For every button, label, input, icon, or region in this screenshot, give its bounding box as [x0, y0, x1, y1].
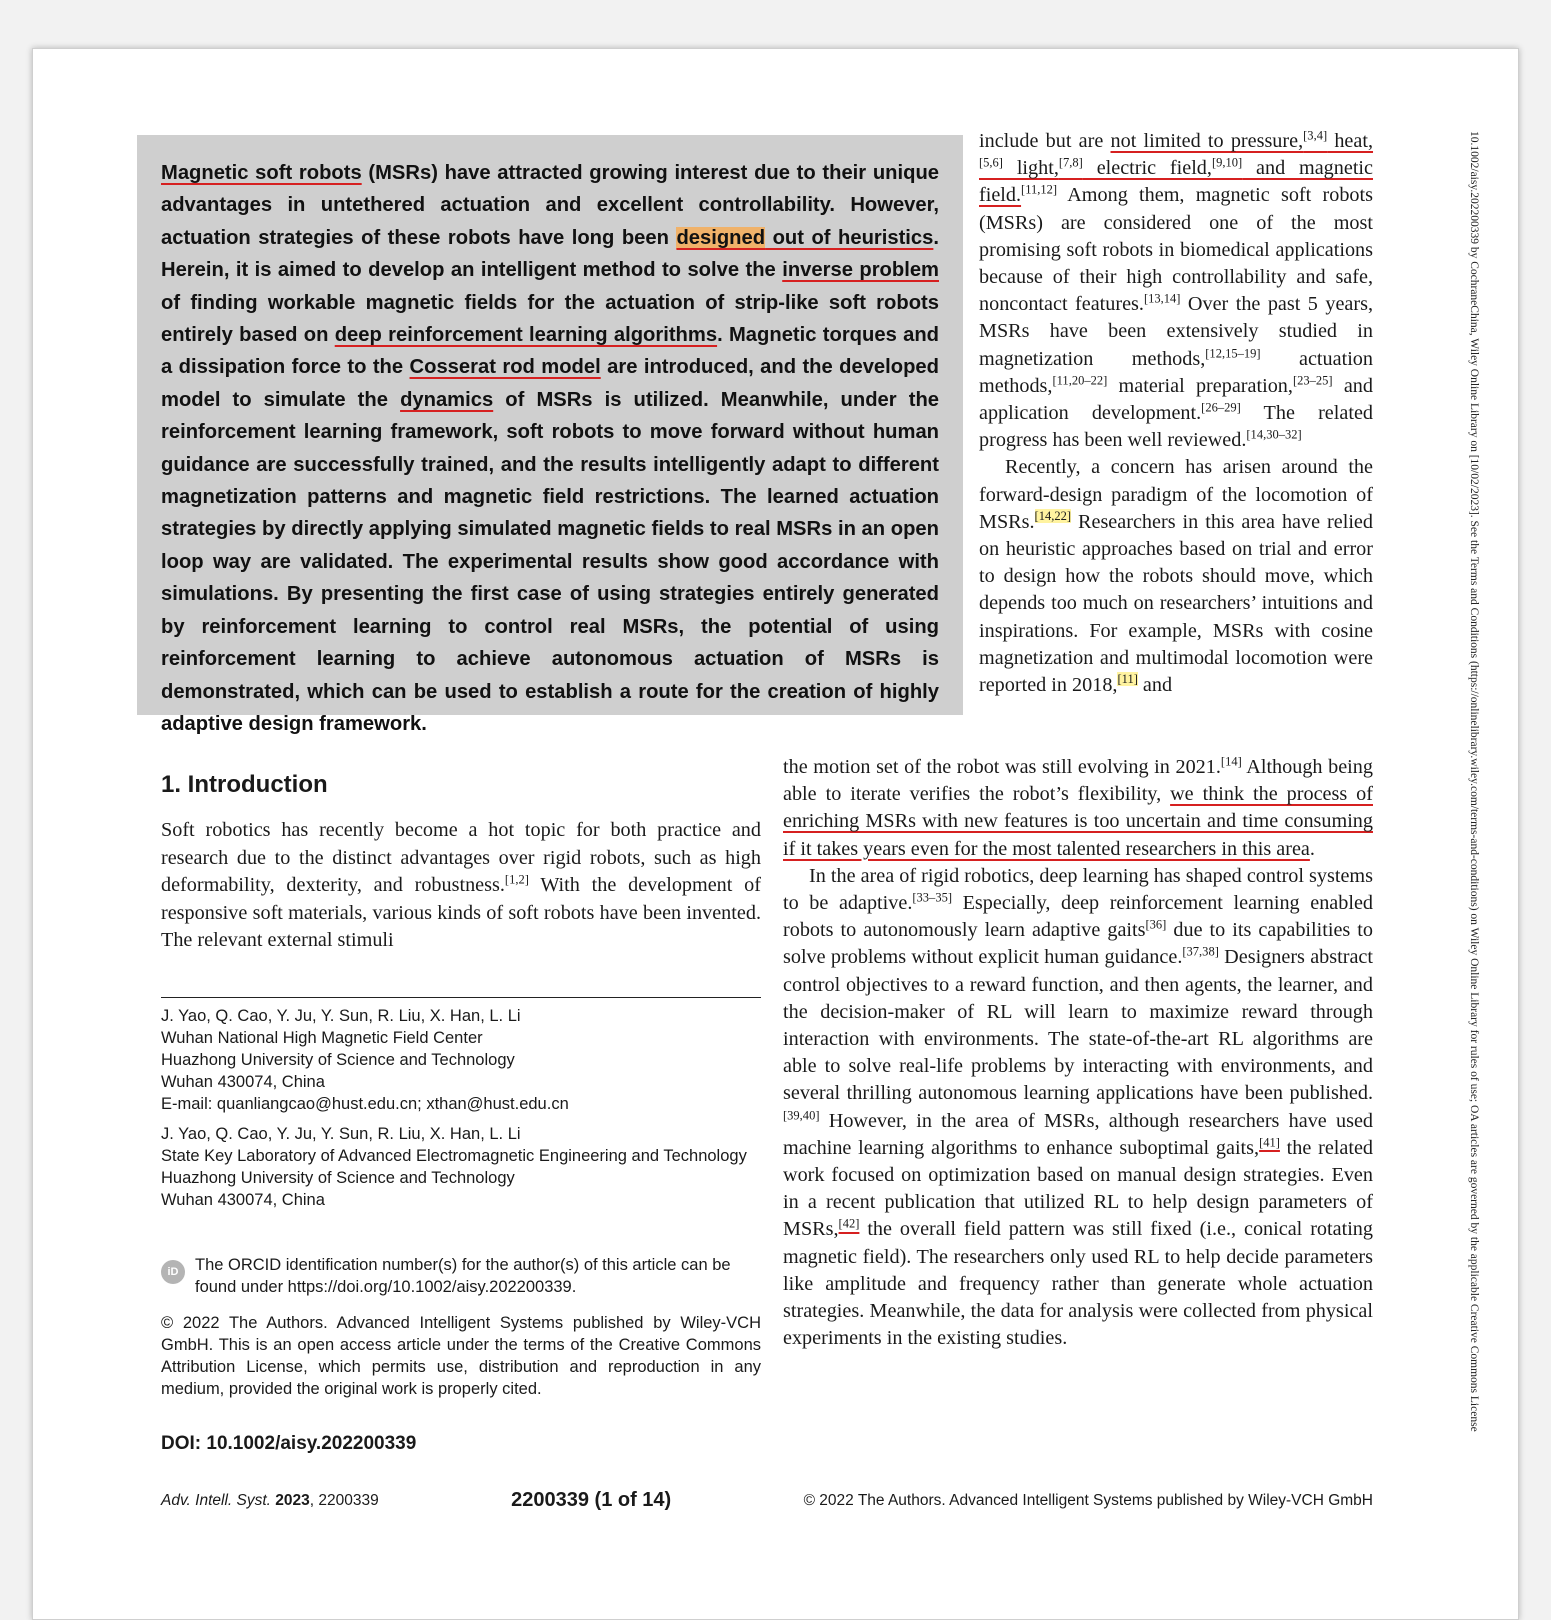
- body-text: In the area of rigid robotics, deep learning has shaped control systems to be adaptive.: [783, 864, 1373, 915]
- body-text: Soft robotics has recently become a hot topic for both practice and research due to the distinct advantages over rigid robots, such as high deformability, dexterity, and robustness.: [161, 819, 761, 897]
- body-text: .: [1309, 837, 1315, 860]
- citation[interactable]: [14,30–32]: [1246, 427, 1302, 442]
- citation[interactable]: [1,2]: [504, 872, 529, 887]
- citation[interactable]: [11,20–22]: [1052, 373, 1108, 388]
- body-text: Especially, deep reinforcement learning enabled robots to autonomously learn adaptive gaits: [783, 892, 1374, 942]
- body-text: With the development of responsive soft materials, various kinds of soft robots have been invented. The relevant external stimuli: [161, 874, 761, 952]
- body-text: Recently, a concern has arisen around the forward-design paradigm of the locomotion of MSRs.: [979, 456, 1373, 533]
- body-text: electric field,: [1082, 157, 1212, 180]
- paragraph: [979, 454, 1373, 699]
- annotation-underline[interactable]: dynamics: [400, 388, 494, 411]
- right-column-top: [979, 128, 1373, 699]
- affiliation-line: J. Yao, Q. Cao, Y. Ju, Y. Sun, R. Liu, X. Han, L. Li: [161, 1007, 521, 1025]
- footer-copyright: © 2022 The Authors. Advanced Intelligent Systems published by Wiley-VCH GmbH: [803, 1491, 1373, 1509]
- citation[interactable]: [26–29]: [1201, 400, 1241, 415]
- abstract-box: [137, 135, 963, 735]
- license-note: © 2022 The Authors. Advanced Intelligent Systems published by Wiley-VCH GmbH. This is an open access article under the terms of the Creative Commons Attribution License, which permits use, distribution and reproduction in any medium, provided the original work is properly cited.: [161, 1314, 761, 1398]
- orcid-icon: iD: [161, 1260, 185, 1284]
- body-text: light,: [1002, 157, 1059, 180]
- body-text: actuation methods,: [979, 347, 1373, 397]
- citation[interactable]: [5,6]: [979, 155, 1003, 170]
- orcid-text[interactable]: The ORCID identification number(s) for the author(s) of this article can be found under https://doi.org/10.1002/aisy.202200339.: [195, 1256, 731, 1296]
- citation-underlined[interactable]: [41]: [1259, 1135, 1280, 1150]
- email-line[interactable]: E-mail: quanliangcao@hust.edu.cn; xthan@hust.edu.cn: [161, 1095, 569, 1113]
- section-heading: 1. Introduction: [161, 771, 328, 798]
- journal-name: Adv. Intell. Syst.: [161, 1491, 271, 1509]
- body-text: heat,: [1327, 130, 1374, 152]
- right-column-bottom: [783, 754, 1373, 1352]
- affiliation-line: J. Yao, Q. Cao, Y. Ju, Y. Sun, R. Liu, X. Han, L. Li: [161, 1125, 521, 1143]
- body-text: Over the past 5 years, MSRs have been extensively studied in magnetization methods,: [979, 293, 1373, 370]
- annotation-underline[interactable]: out of heuristics: [765, 226, 934, 249]
- citation[interactable]: [36]: [1145, 917, 1167, 932]
- journal-citation: [161, 1492, 379, 1510]
- doi[interactable]: DOI: 10.1002/aisy.202200339: [161, 1433, 417, 1454]
- citation[interactable]: [23–25]: [1292, 373, 1333, 388]
- citation[interactable]: [3,4]: [1303, 128, 1328, 143]
- citation-highlighted[interactable]: [14,22]: [1034, 509, 1072, 524]
- affiliation-line: Wuhan National High Magnetic Field Center: [161, 1029, 483, 1047]
- citation[interactable]: [33–35]: [912, 890, 952, 905]
- annotation-underline[interactable]: inverse problem: [782, 259, 939, 282]
- annotation-underline[interactable]: deep reinforcement learning algorithms: [334, 324, 718, 347]
- abstract-text: . Herein, it is aimed to develop an intelligent method to solve the: [161, 226, 939, 282]
- page-number: 2200339 (1 of 14): [511, 1489, 672, 1511]
- annotation-underline[interactable]: we think the process of enriching MSRs with new features is too uncertain and time consuming if it takes years even for the most talented researchers in this area: [783, 783, 1373, 860]
- citation[interactable]: [39,40]: [783, 1107, 820, 1122]
- citation[interactable]: [7,8]: [1058, 155, 1083, 170]
- annotation-underline[interactable]: Cosserat rod model: [409, 356, 601, 379]
- paragraph: [979, 128, 1373, 454]
- body-text: Among them, magnetic soft robots (MSRs) are considered one of the most promising soft robots in biomedical applications because of their high controllability and safe, noncontact features.: [979, 184, 1373, 316]
- paragraph: [783, 863, 1373, 1353]
- article-number: , 2200339: [309, 1491, 379, 1509]
- body-text: material preparation,: [1107, 374, 1293, 397]
- journal-year: 2023: [275, 1491, 310, 1509]
- abstract-text: (MSRs) have attracted growing interest due to their unique advantages in untethered actuation and excellent controllability. However, actuation strategies of these robots have long been: [161, 162, 939, 249]
- abstract-text: of finding workable magnetic fields for the actuation of strip-like soft robots entirely based on: [161, 291, 939, 347]
- paragraph: [783, 754, 1373, 863]
- body-text: The related progress has been well reviewed.: [979, 402, 1373, 452]
- citation[interactable]: [13,14]: [1143, 291, 1181, 306]
- affiliation-block-2: [161, 1123, 761, 1211]
- page-footer: [161, 1489, 1373, 1512]
- affiliation-line: State Key Laboratory of Advanced Electromagnetic Engineering and Technology: [161, 1147, 747, 1165]
- body-text: Designers abstract control objectives to a reward function, and then agents, the learner, and the decision-maker of RL will learn to maximize reward through interaction with environments. The state-of-the-art RL algorithms are able to solve real-life problems by interacting with environments, and several thrilling autonomous learning applications have been published.: [783, 946, 1373, 1105]
- body-text: Researchers in this area have relied on heuristic approaches based on trial and error to design how the robots should move, which depends too much on researchers’ intuitions and inspirations. For example, MSRs with cosine magnetization and multimodal locomotion were reported in 2018,: [979, 510, 1373, 697]
- affiliation-line: Wuhan 430074, China: [161, 1191, 325, 1209]
- article-page: [32, 48, 1519, 1620]
- body-text: include but are: [979, 130, 1111, 152]
- intro-paragraph: [161, 817, 761, 955]
- citation-underlined[interactable]: [42]: [838, 1216, 860, 1231]
- affiliation-line: Huazhong University of Science and Technology: [161, 1169, 515, 1187]
- body-text: the overall field pattern was still fixed (i.e., conical rotating magnetic field). The researchers only used RL to help decide parameters like amplitude and frequency rather than generate whole actuation strategies. Meanwhile, the data for analysis were collected from physical experiments in the existing studies.: [783, 1218, 1373, 1350]
- body-text: the related work focused on optimization based on manual design strategies. Even in a recent publication that utilized RL to help design parameters of MSRs,: [783, 1136, 1374, 1241]
- body-text: However, in the area of MSRs, although researchers have used machine learning algorithms to enhance suboptimal gaits,: [783, 1109, 1373, 1159]
- abstract-text: are introduced, and the developed model to simulate the: [161, 356, 939, 411]
- citation[interactable]: [11,12]: [1021, 182, 1058, 197]
- affiliation-line: Wuhan 430074, China: [161, 1073, 325, 1091]
- orcid-note: [161, 1254, 761, 1298]
- body-text: and magnetic field.: [979, 157, 1373, 207]
- annotation-highlight[interactable]: designed: [676, 226, 766, 249]
- affiliation-block-1: [161, 1005, 761, 1115]
- citation[interactable]: [14]: [1220, 754, 1242, 769]
- body-text: and application development.: [979, 374, 1373, 425]
- annotation-underline[interactable]: Magnetic soft robots: [161, 162, 362, 184]
- abstract-text: of MSRs is utilized. Meanwhile, under the reinforcement learning framework, soft robots to move forward without human guidance are successfully trained, and the results intelligently adapt to different magnetization patterns and magnetic field restrictions. The learned actuation strategies by directly applying simulated magnetic fields to real MSRs in an open loop way are validated. The experimental results show good accordance with simulations. By presenting the first case of using strategies entirely generated by reinforcement learning to control real MSRs, the potential of using reinforcement learning to achieve autonomous actuation of MSRs is demonstrated, which can be used to establish a route for the creation of highly adaptive design framework.: [161, 388, 940, 735]
- affiliation-line: Huazhong University of Science and Technology: [161, 1051, 515, 1069]
- citation[interactable]: [37,38]: [1182, 944, 1219, 959]
- download-side-note: 10.1002/aisy.202200339 by CochraneChina, Wiley Online Library on [10/02/2023]. See the Terms and Conditions (https://onlinelibrary.wiley.com/terms-and-conditions) on Wiley Online Library for rules of use; OA articles are governed by the applicable Creative Commons License: [1468, 131, 1480, 1432]
- citation[interactable]: [12,15–19]: [1205, 345, 1261, 360]
- body-text: not limited to pressure,: [1110, 130, 1304, 152]
- citation-highlighted[interactable]: [11]: [1117, 672, 1138, 687]
- footnote-divider: [161, 997, 761, 998]
- citation[interactable]: [9,10]: [1211, 155, 1243, 170]
- abstract-text: . Magnetic torques and a dissipation force to the: [161, 324, 939, 379]
- body-text: and: [1137, 674, 1173, 697]
- body-text: Although being able to iterate verifies the robot’s flexibility,: [783, 756, 1373, 806]
- body-text: due to its capabilities to solve problems without explicit human guidance.: [783, 919, 1373, 969]
- body-text: the motion set of the robot was still evolving in 2021.: [783, 756, 1221, 778]
